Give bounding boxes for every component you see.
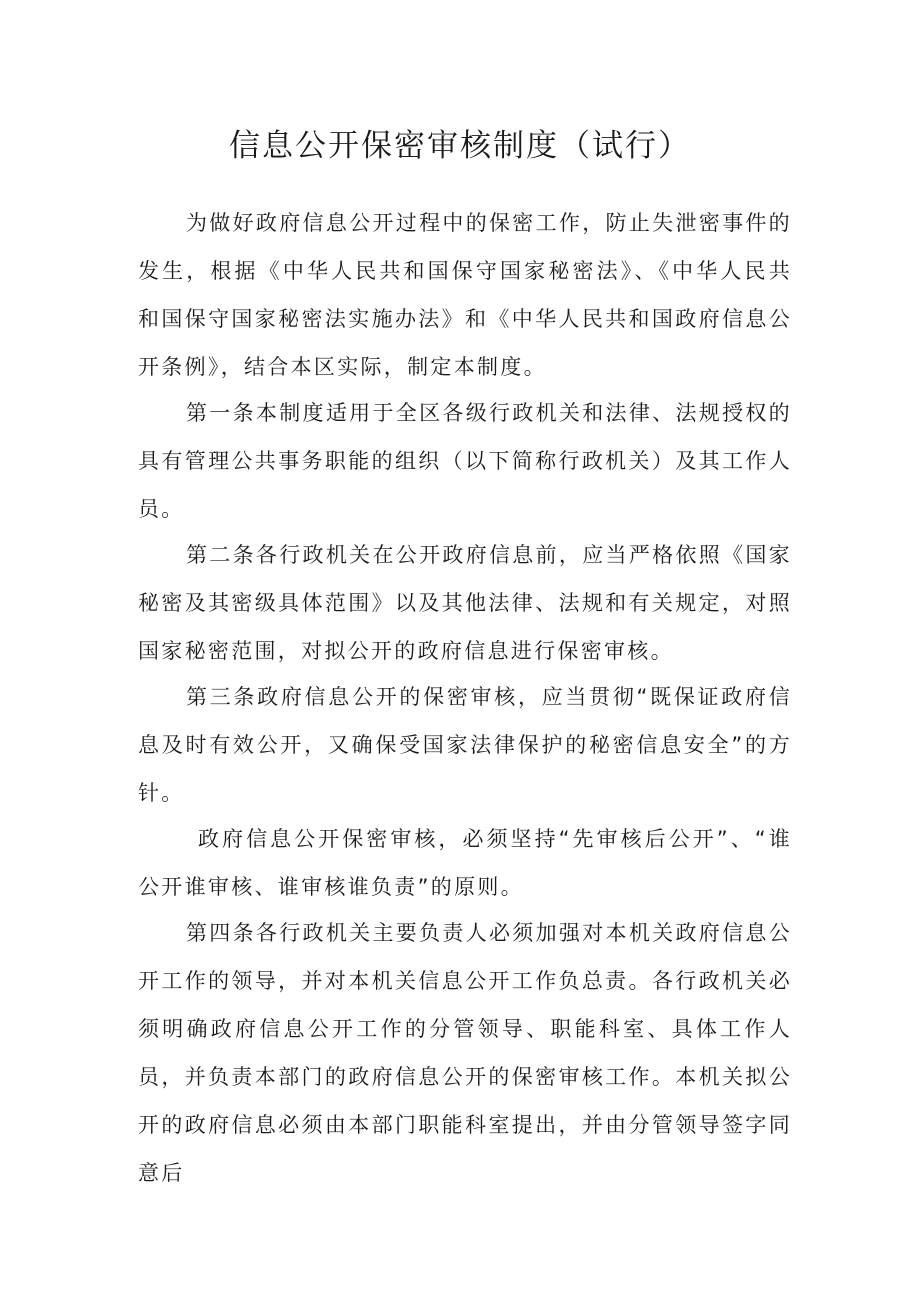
document-title: 信息公开保密审核制度（试行） — [229, 128, 691, 164]
paragraph-intro: 为做好政府信息公开过程中的保密工作，防止失泄密事件的发生，根据《中华人民共和国保守国家秘密法》、《中华人民共和国保守国家秘密法实施办法》和《中华人民共和国政府信息公开条例》，结合本区实际，制定本制度。 — [138, 211, 792, 379]
paragraph-article-1: 第一条本制度适用于全区各级行政机关和法律、法规授权的具有管理公共事务职能的组织（以下简称行政机关）及其工作人员。 — [138, 401, 792, 521]
document-body — [138, 199, 792, 1195]
paragraph-principle: 政府信息公开保密审核，必须坚持“先审核后公开”、“谁公开谁审核、谁审核谁负责”的原则。 — [138, 827, 792, 899]
paragraph-article-3: 第三条政府信息公开的保密审核，应当贯彻“既保证政府信息及时有效公开，又确保受国家法律保护的秘密信息安全”的方针。 — [138, 685, 792, 805]
paragraph-article-4: 第四条各行政机关主要负责人必须加强对本机关政府信息公开工作的领导，并对本机关信息公开工作负总责。各行政机关必须明确政府信息公开工作的分管领导、职能科室、具体工作人员，并负责本部门的政府信息公开的保密审核工作。本机关拟公开的政府信息必须由本部门职能科室提出，并由分管领导签字同意后 — [138, 921, 792, 1185]
paragraph-article-2: 第二条各行政机关在公开政府信息前，应当严格依照《国家秘密及其密级具体范围》以及其他法律、法规和有关规定，对照国家秘密范围，对拟公开的政府信息进行保密审核。 — [138, 543, 792, 663]
